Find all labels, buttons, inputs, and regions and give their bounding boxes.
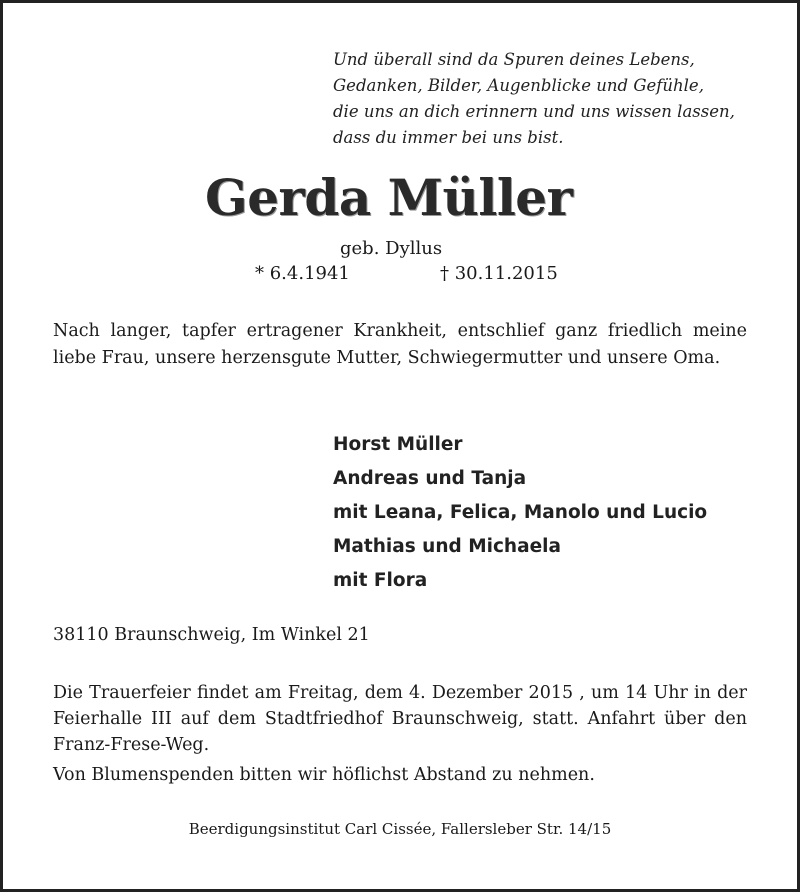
mourner: Andreas und Tanja (333, 468, 527, 489)
mourner: mit Leana, Felica, Manolo und Lucio (333, 502, 708, 523)
mourner: Horst Müller (333, 434, 463, 455)
maiden-name: geb. Dyllus (340, 238, 443, 259)
poem-line: dass du immer bei uns bist. (333, 128, 564, 147)
death-date: † 30.11.2015 (440, 263, 558, 284)
birth-date: * 6.4.1941 (255, 263, 350, 284)
memorial-poem (333, 47, 773, 151)
poem-line: die uns an dich erinnern und uns wissen lassen, (333, 102, 735, 121)
poem-line: Und überall sind da Spuren deines Lebens, (333, 50, 695, 69)
poem-line: Gedanken, Bilder, Augenblicke und Gefühle, (333, 76, 704, 95)
announcement-text: Nach langer, tapfer ertragener Krankheit, entschlief ganz friedlich meine liebe Frau, unsere herzensgute Mutter, Schwiegermutter und unsere Oma. (53, 321, 747, 368)
family-address: 38110 Braunschweig, Im Winkel 21 (53, 625, 370, 645)
flowers-note: Von Blumenspenden bitten wir höflichst Abstand zu nehmen. (53, 765, 595, 785)
ceremony-text: Die Trauerfeier findet am Freitag, dem 4. Dezember 2015 , um 14 Uhr in der Feierhalle III auf dem Stadtfriedhof Braunschweig, statt. Anfahrt über den Franz-Frese-Weg. (53, 683, 747, 755)
mourners-list (333, 428, 707, 598)
mourner: Mathias und Michaela (333, 536, 561, 557)
mourner: mit Flora (333, 570, 428, 591)
undertaker-info: Beerdigungsinstitut Carl Cissée, Fallersleber Str. 14/15 (188, 820, 612, 838)
deceased-name: Gerda Müller (205, 168, 573, 227)
